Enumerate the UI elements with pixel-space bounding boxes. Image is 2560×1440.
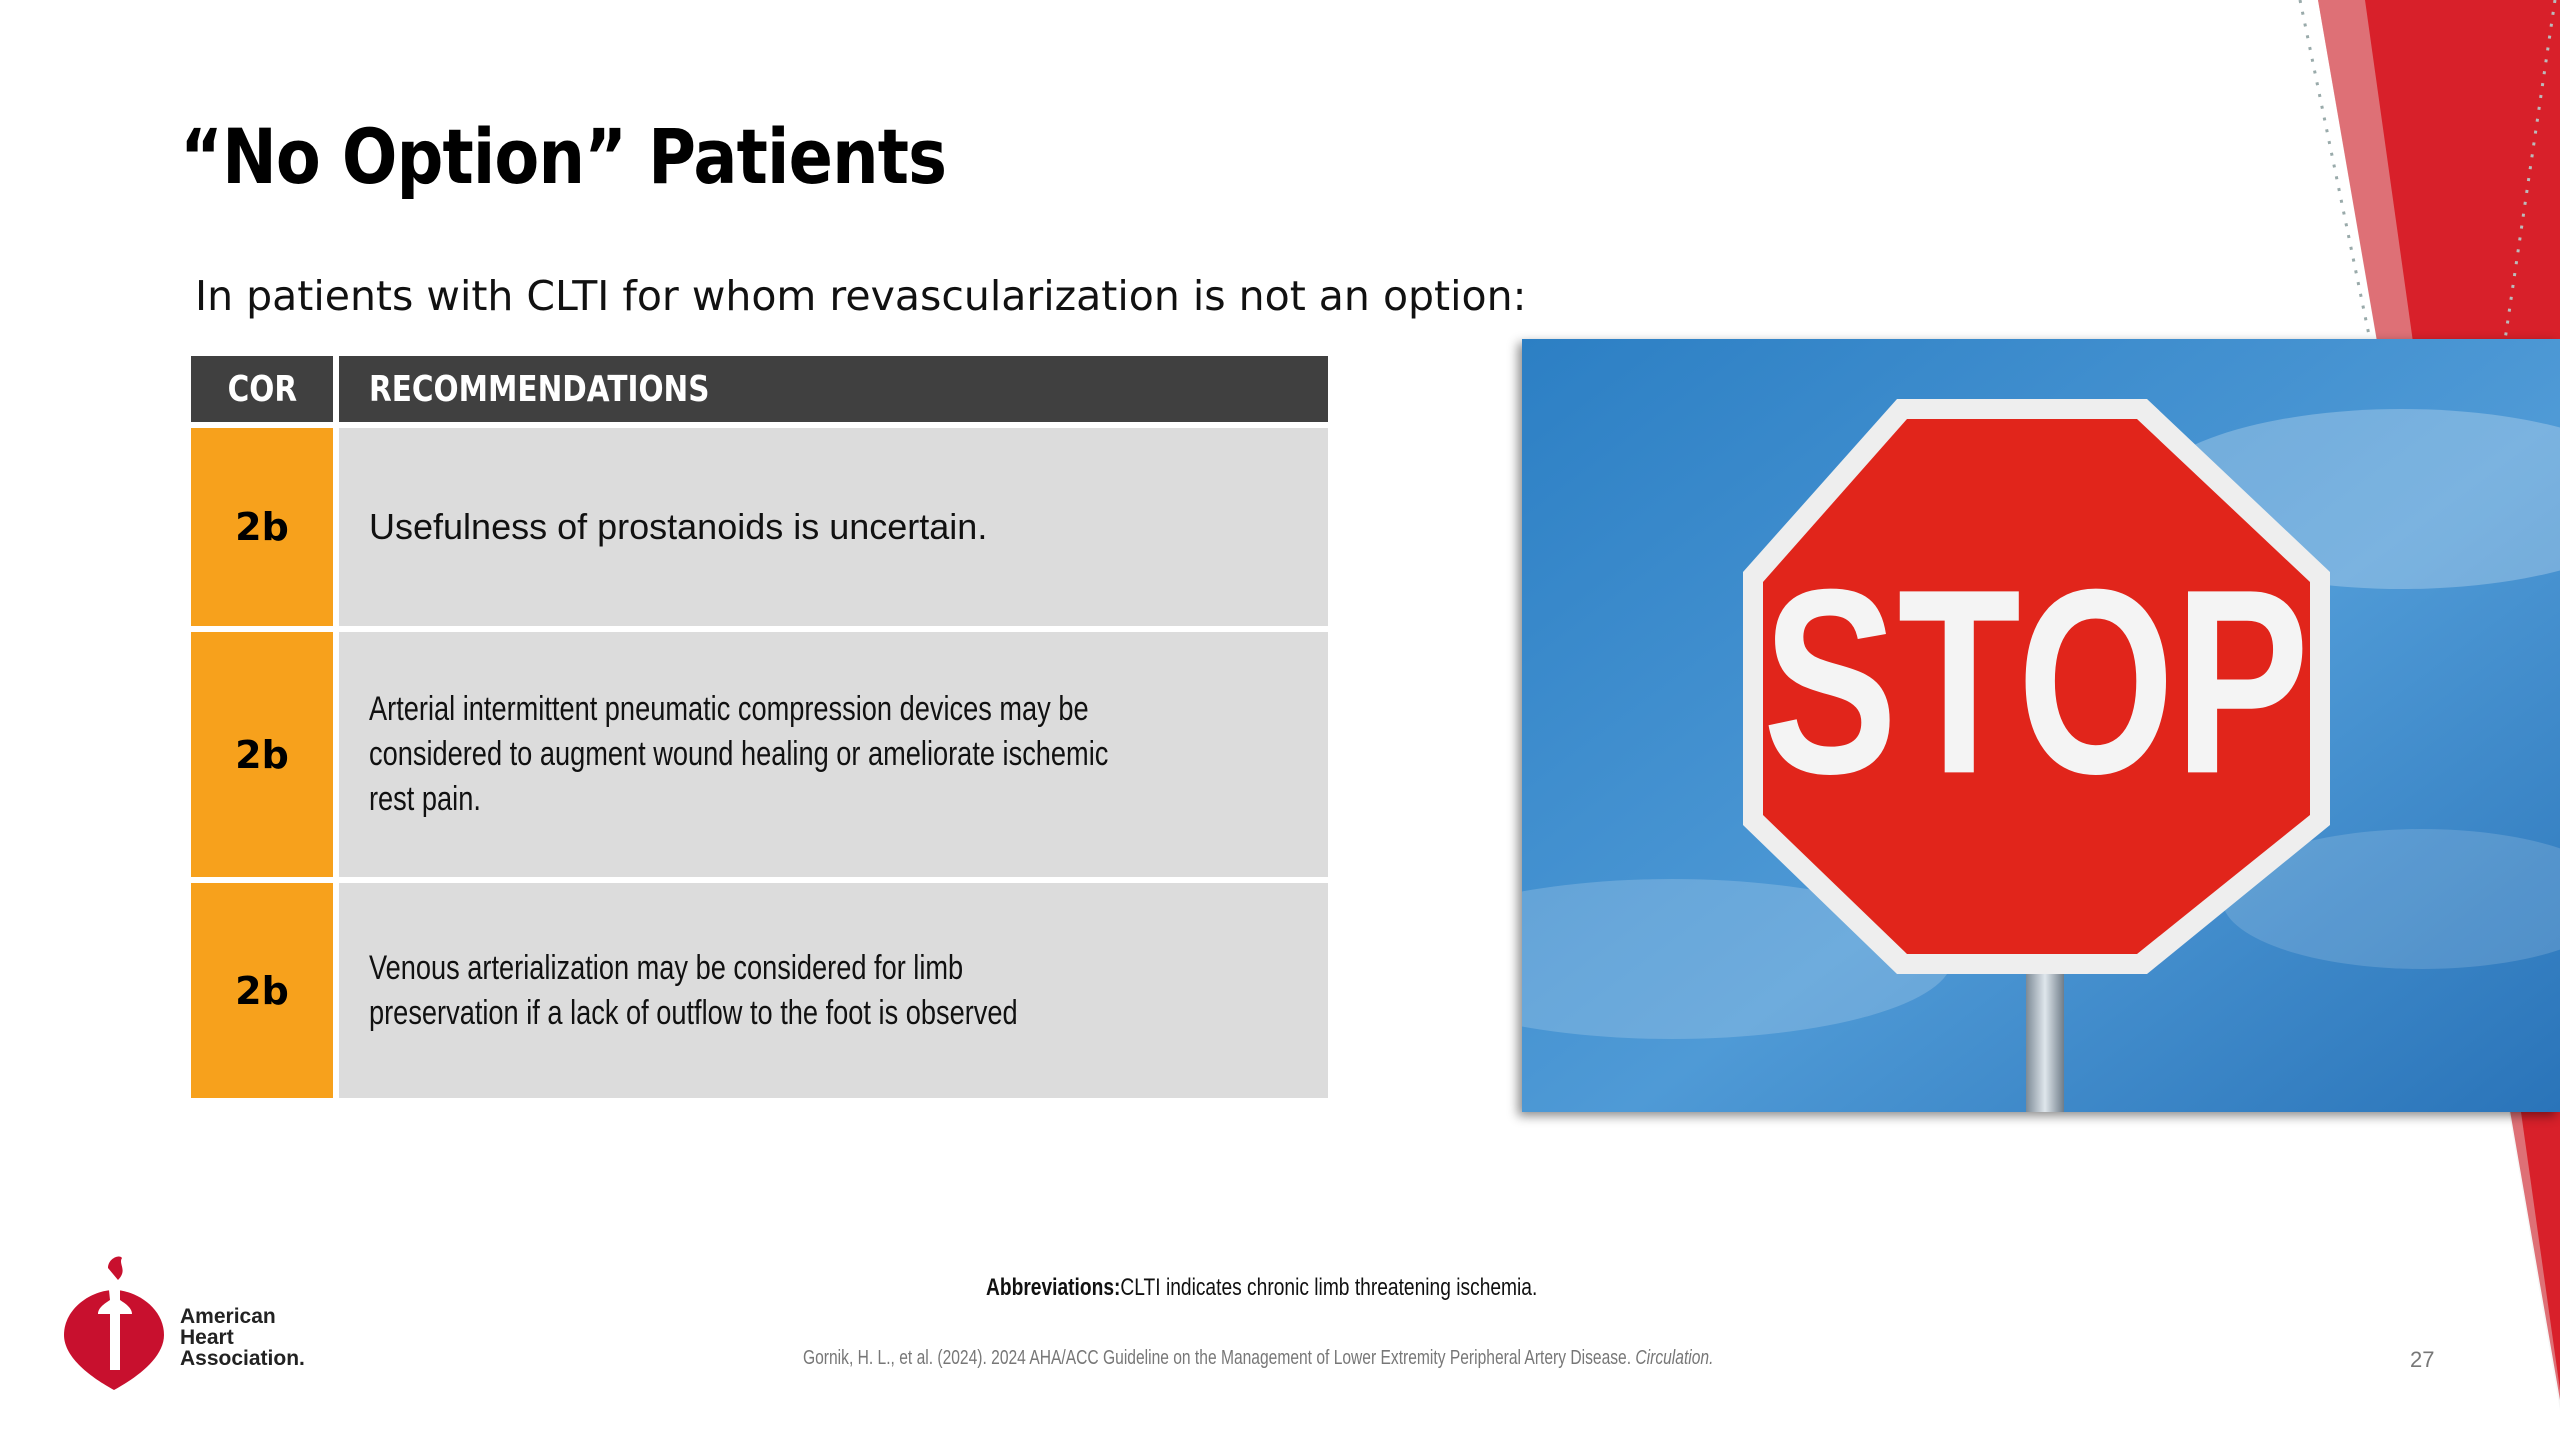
stop-sign-text: STOP bbox=[1762, 534, 2310, 829]
page-number: 27 bbox=[2410, 1347, 2435, 1372]
cor-badge: 2b bbox=[191, 883, 333, 1098]
citation: Gornik, H. L., et al. (2024). 2024 AHA/ACC Guideline on the Management of Lower Extremity Peripheral Artery Disease. Circulation. bbox=[803, 1347, 1714, 1369]
cor-badge: 2b bbox=[191, 428, 333, 626]
table-row bbox=[191, 632, 1328, 877]
table-row bbox=[191, 428, 1328, 626]
recommendation-text: Usefulness of prostanoids is uncertain. bbox=[339, 428, 1328, 626]
logo-text: American Heart Association. bbox=[180, 1305, 305, 1370]
recommendations-table bbox=[191, 356, 1328, 1098]
header-cor: COR bbox=[191, 356, 333, 422]
recommendation-text: Venous arterialization may be considered for limb preservation if a lack of outflow to the foot is observed bbox=[339, 883, 1328, 1098]
table-row bbox=[191, 883, 1328, 1098]
abbreviations-note: Abbreviations:CLTI indicates chronic limb threatening ischemia. bbox=[986, 1274, 1538, 1301]
recommendation-text: Arterial intermittent pneumatic compression devices may be considered to augment wound healing or ameliorate ischemic rest pain. bbox=[339, 632, 1328, 877]
cor-badge: 2b bbox=[191, 632, 333, 877]
stop-sign-photo bbox=[1522, 339, 2560, 1112]
slide-subtitle: In patients with CLTI for whom revascularization is not an option: bbox=[195, 272, 1527, 320]
slide-title: “No Option” Patients bbox=[180, 112, 947, 201]
table-header bbox=[191, 356, 1328, 422]
header-recommendations: RECOMMENDATIONS bbox=[339, 356, 1328, 422]
